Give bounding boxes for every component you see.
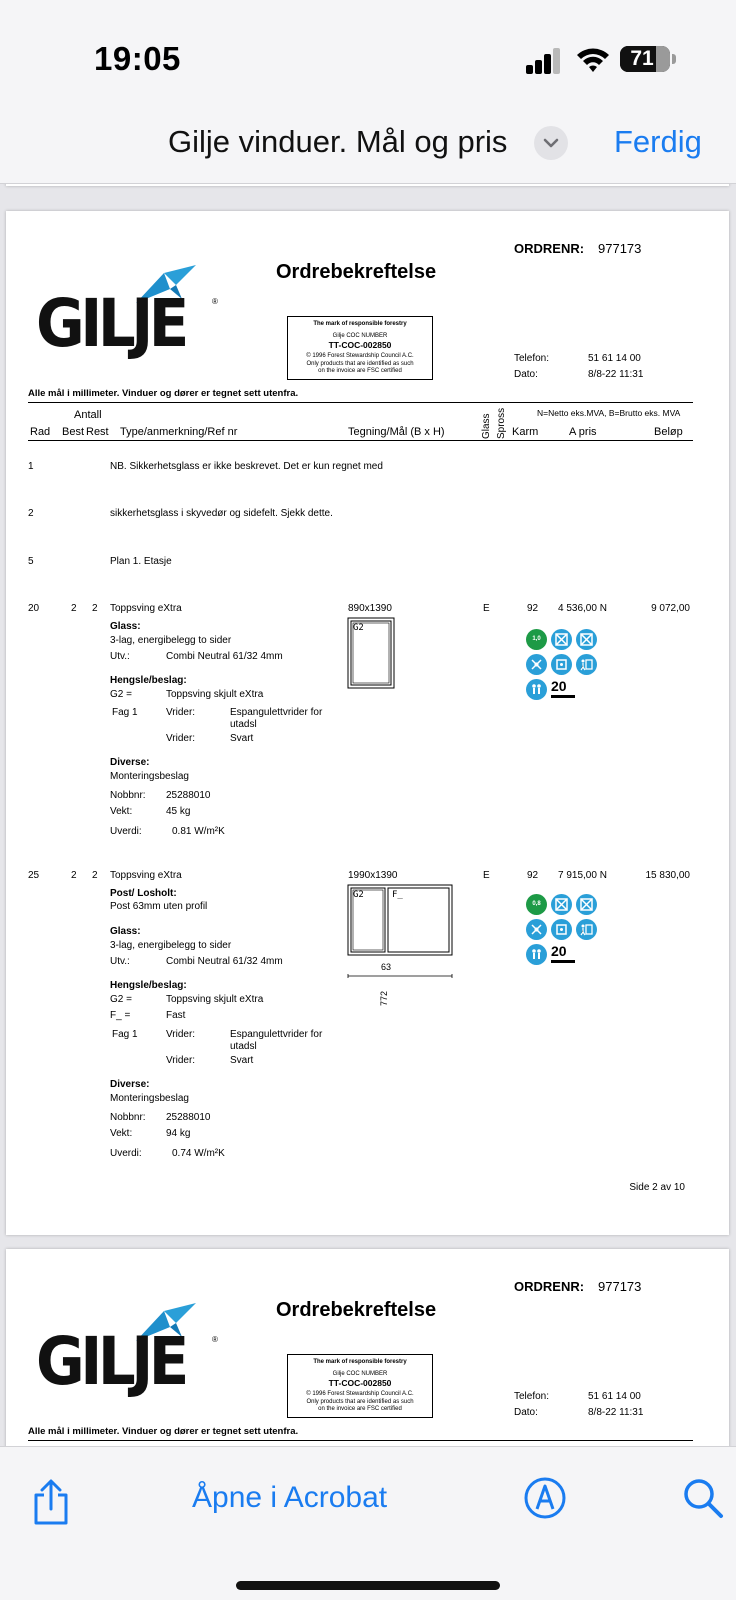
cellular-signal-icon	[526, 48, 562, 74]
row-number: 5	[28, 556, 34, 567]
wind-icon	[576, 629, 597, 650]
search-icon[interactable]	[682, 1477, 724, 1519]
title-menu-button[interactable]	[534, 126, 568, 160]
u-value-icon: 1,0	[526, 629, 547, 650]
header-best: Best	[62, 426, 85, 438]
burglary-icon	[551, 629, 572, 650]
done-button[interactable]: Ferdig	[614, 124, 702, 159]
page-indicator: Side 2 av 10	[629, 1182, 685, 1193]
header-a-pris: A pris	[569, 426, 597, 438]
phone-value: 51 61 14 00	[588, 353, 641, 364]
date-value: 8/8-22 11:31	[588, 369, 644, 380]
navigation-bar	[0, 110, 736, 184]
gilje-logo: GILJE ®	[36, 1297, 221, 1407]
document-title[interactable]: Gilje vinduer. Mål og pris	[168, 124, 508, 159]
noise-icon	[526, 919, 547, 940]
row-note: Plan 1. Etasje	[110, 556, 172, 567]
header-tegning: Tegning/Mål (B x H)	[348, 426, 445, 438]
date-value: 8/8-22 11:31	[588, 1407, 644, 1418]
gilje-logo: GILJE ®	[36, 259, 221, 369]
window-drawing: G2 F_ 63 772	[347, 884, 453, 1009]
open-in-acrobat-button[interactable]: Åpne i Acrobat	[192, 1481, 388, 1514]
bottom-toolbar	[0, 1446, 736, 1600]
battery-cap-icon	[672, 54, 676, 64]
divider	[28, 402, 693, 403]
window-drawing: G2	[347, 617, 395, 689]
pdf-page-next	[6, 1249, 729, 1446]
measurement-note: Alle mål i millimeter. Vinduer og dører er tegnet sett utenfra.	[28, 1426, 299, 1437]
markup-icon[interactable]	[524, 1477, 566, 1519]
doc-heading: Ordrebekreftelse	[276, 1299, 437, 1321]
fsc-certification-box: The mark of responsible forestry Gilje COC NUMBER TT-COC-002850 © 1996 Forest Stewardship Council A.C. Only products that are identified as such on the invoice are FSC certified	[287, 316, 433, 380]
header-type: Type/anmerkning/Ref nr	[120, 426, 238, 438]
measurement-note: Alle mål i millimeter. Vinduer og dører er tegnet sett utenfra.	[28, 388, 299, 399]
document-viewer[interactable]	[0, 184, 736, 1446]
dimension-label: 772	[379, 990, 389, 1006]
battery-percent: 71	[630, 47, 654, 70]
wind-icon	[576, 894, 597, 915]
emergency-exit-icon	[576, 654, 597, 675]
product-icons	[526, 629, 606, 709]
maintenance-icon	[551, 919, 572, 940]
phone-label: Telefon:	[514, 1391, 550, 1402]
u-value-icon: 0,8	[526, 894, 547, 915]
header-rad: Rad	[30, 426, 51, 438]
pdf-page: GILJE ® Ordrebekreftelse ORDRENR: 977173 The mark of responsible forestry Gilje COC NUMBER TT-COC-002850 © 1996 Forest Stewardship Council A.C. Only products that are identified as such on the invoice are FSC certified Telefon: 51 61 14 00 Dato: 8/8-22 11:31 Alle mål i millimeter. Vinduer og dører er tegnet sett utenfra. Antall Rad Best Rest Type/anmerkning/Ref nr Tegning/Mål (B x H) Glass Spross N=Netto eks.MVA, B=Brutto eks. MVA Karm A pris Beløp 1 NB. Sikkerhetsglass er ikke beskrevet. Det er kun regnet med 2 sikkerhetsglass i skyvedør og sidefelt. Sjekk dette. 5 Plan 1. Etasje 20 2 2 Toppsving eXtra 890x1390 E 92 4 536,00 N 9 072,00 Glass: 3-lag, energibelegg to sider Utv.: Combi Neutral 61/32 4mm Hengsle/beslag: G2 = Toppsving skjult eXtra Fag 1 Vrider: Espangulettvrider for utadsl Vrider: Svart Diverse: Monteringsbeslag Nobbnr: 25288010 Vekt: 45 kg Uverdi: 0.81 W/m²K G2 1,0 20 25 2 2 Toppsving eXtra 1990x1390 E 92 7 915,00 N 15 830,00 Post/ Losholt: Post 63mm uten profil Glass: 3-lag, energibelegg to sider Utv.: Combi Neutral 61/32 4mm Hengsle/beslag: G2 = Toppsving skjult eXtra F_ = Fast Fag 1 Vrider: Espangulettvrider for utadsl Vrider: Svart Diverse: Monteringsbeslag Nobbnr: 25288010 Vekt: 94 kg Uverdi: 0.74 W/m²K G2 F_ 63 772 0,8 20 Side 2 av 10	[6, 211, 729, 1235]
order-number: 977173	[598, 241, 642, 256]
wifi-icon	[575, 44, 611, 74]
noise-icon	[526, 654, 547, 675]
header-karm: Karm	[512, 426, 539, 438]
share-icon[interactable]	[32, 1479, 70, 1525]
order-number-label: ORDRENR:	[514, 1279, 585, 1294]
order-number-label: ORDRENR:	[514, 241, 585, 256]
doc-heading: Ordrebekreftelse	[276, 261, 437, 283]
chevron-down-icon	[543, 138, 559, 148]
status-bar	[0, 0, 736, 110]
status-time: 19:05	[94, 40, 181, 77]
row-note: NB. Sikkerhetsglass er ikke beskrevet. Det er kun regnet med	[110, 461, 383, 472]
fsc-certification-box: The mark of responsible forestry Gilje COC NUMBER TT-COC-002850 © 1996 Forest Stewardship Council A.C. Only products that are identified as such on the invoice are FSC certified	[287, 1354, 433, 1418]
row-number: 2	[28, 508, 34, 519]
price-type-note: N=Netto eks.MVA, B=Brutto eks. MVA	[537, 408, 681, 418]
header-belop: Beløp	[654, 426, 683, 438]
header-glass: Glass	[481, 413, 492, 439]
header-spross: Spross	[496, 407, 507, 439]
warranty-icon: 20	[551, 678, 567, 694]
emergency-exit-icon	[576, 919, 597, 940]
warranty-icon: 20	[551, 943, 567, 959]
header-rest: Rest	[86, 426, 109, 438]
row-note: sikkerhetsglass i skyvedør og sidefelt. Sjekk dette.	[110, 508, 333, 519]
dimension-label: 63	[381, 962, 392, 972]
maintenance-icon	[551, 654, 572, 675]
row-number: 1	[28, 461, 34, 472]
product-icons	[526, 894, 606, 974]
child-safety-icon	[526, 944, 547, 965]
date-label: Dato:	[514, 369, 538, 380]
home-indicator[interactable]	[236, 1581, 500, 1590]
divider	[28, 1440, 693, 1441]
date-label: Dato:	[514, 1407, 538, 1418]
phone-label: Telefon:	[514, 353, 550, 364]
divider	[28, 440, 693, 441]
header-antall: Antall	[74, 409, 102, 421]
pdf-page-previous	[6, 184, 729, 186]
child-safety-icon	[526, 679, 547, 700]
order-number: 977173	[598, 1279, 642, 1294]
battery-icon	[620, 46, 670, 72]
burglary-icon	[551, 894, 572, 915]
phone-value: 51 61 14 00	[588, 1391, 641, 1402]
